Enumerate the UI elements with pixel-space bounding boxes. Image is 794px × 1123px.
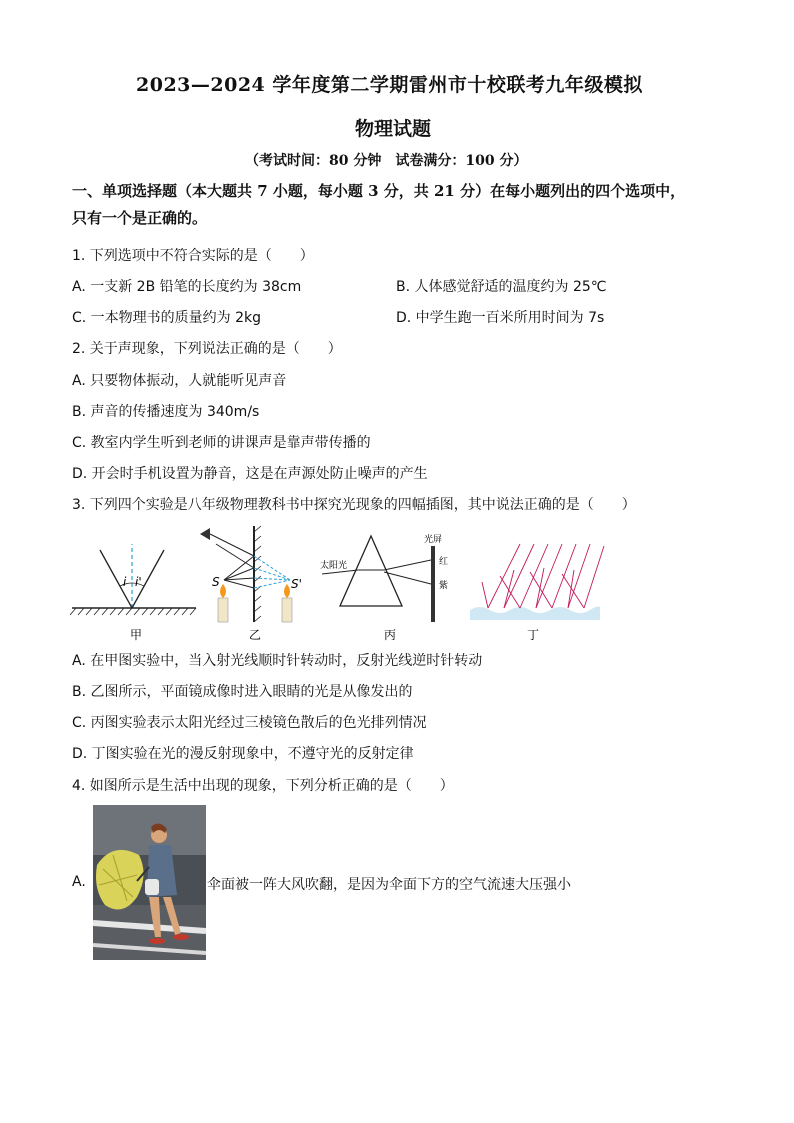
- q3-option-b: B. 乙图所示，平面镜成像时进入眼睛的光是从像发出的: [72, 684, 413, 700]
- umbrella-photo: [93, 805, 206, 960]
- label-sunlight: 太阳光: [320, 561, 348, 571]
- label-i-prime: i': [135, 575, 142, 589]
- q2-option-d: D. 开会时手机设置为静音，这是在声源处防止噪声的产生: [72, 466, 428, 482]
- section-heading: [72, 178, 712, 232]
- label-i: i: [123, 575, 127, 589]
- fig-label-yi: 乙: [249, 628, 262, 642]
- fig-label-ding: 丁: [527, 628, 540, 642]
- fig-label-bing: 丙: [384, 628, 397, 642]
- q1-stem: 1. 下列选项中不符合实际的是（ ）: [72, 248, 314, 264]
- q2-option-a: A. 只要物体振动，人就能听见声音: [72, 373, 287, 389]
- q3-option-d: D. 丁图实验在光的漫反射现象中，不遵守光的反射定律: [72, 746, 414, 762]
- q1-option-a: A. 一支新 2B 铅笔的长度约为 38cm: [72, 279, 302, 295]
- q3-option-a: A. 在甲图实验中，当入射光线顺时针转动时，反射光线逆时针转动: [72, 653, 483, 669]
- q4-option-a-text: 伞面被一阵大风吹翻，是因为伞面下方的空气流速大压强小: [207, 877, 571, 893]
- q3-option-c: C. 丙图实验表示太阳光经过三棱镜色散后的色光排列情况: [72, 715, 427, 731]
- figure-bing: [322, 536, 435, 622]
- q4-option-a-label: A.: [72, 874, 86, 890]
- section-heading-line-1: 一、单项选择题（本大题共 7 小题，每小题 3 分，共 21 分）在每小题列出的四个选项中，: [72, 182, 686, 200]
- label-s: S: [212, 575, 220, 589]
- q4-stem: 4. 如图所示是生活中出现的现象，下列分析正确的是（ ）: [72, 778, 454, 794]
- exam-subtitle: 物理试题: [355, 118, 432, 140]
- q2-stem: 2. 关于声现象，下列说法正确的是（ ）: [72, 341, 342, 357]
- label-s-prime: S': [291, 577, 302, 591]
- exam-title: 2023—2024 学年度第二学期雷州市十校联考九年级模拟: [136, 74, 643, 96]
- q1-option-c: C. 一本物理书的质量约为 2kg: [72, 310, 262, 326]
- exam-info: （考试时间：80 分钟 试卷满分：100 分）: [245, 153, 528, 169]
- section-heading-line-2: 只有一个是正确的。: [72, 209, 208, 227]
- figure-yi: [200, 526, 292, 622]
- q3-figures: [68, 522, 608, 644]
- label-red: 红: [439, 557, 449, 567]
- q2-option-b: B. 声音的传播速度为 340m/s: [72, 404, 260, 420]
- q3-stem: 3. 下列四个实验是八年级物理教科书中探究光现象的四幅插图，其中说法正确的是（ ）: [72, 497, 636, 513]
- figure-jia: [70, 544, 196, 615]
- fig-label-jia: 甲: [130, 628, 143, 642]
- label-purple: 紫: [439, 581, 449, 591]
- q1-option-d: D. 中学生跑一百米所用时间为 7s: [396, 310, 605, 326]
- label-screen: 光屏: [424, 535, 443, 545]
- q1-option-b: B. 人体感觉舒适的温度约为 25℃: [396, 279, 607, 295]
- figure-ding: [470, 544, 604, 620]
- q2-option-c: C. 教室内学生听到老师的讲课声是靠声带传播的: [72, 435, 371, 451]
